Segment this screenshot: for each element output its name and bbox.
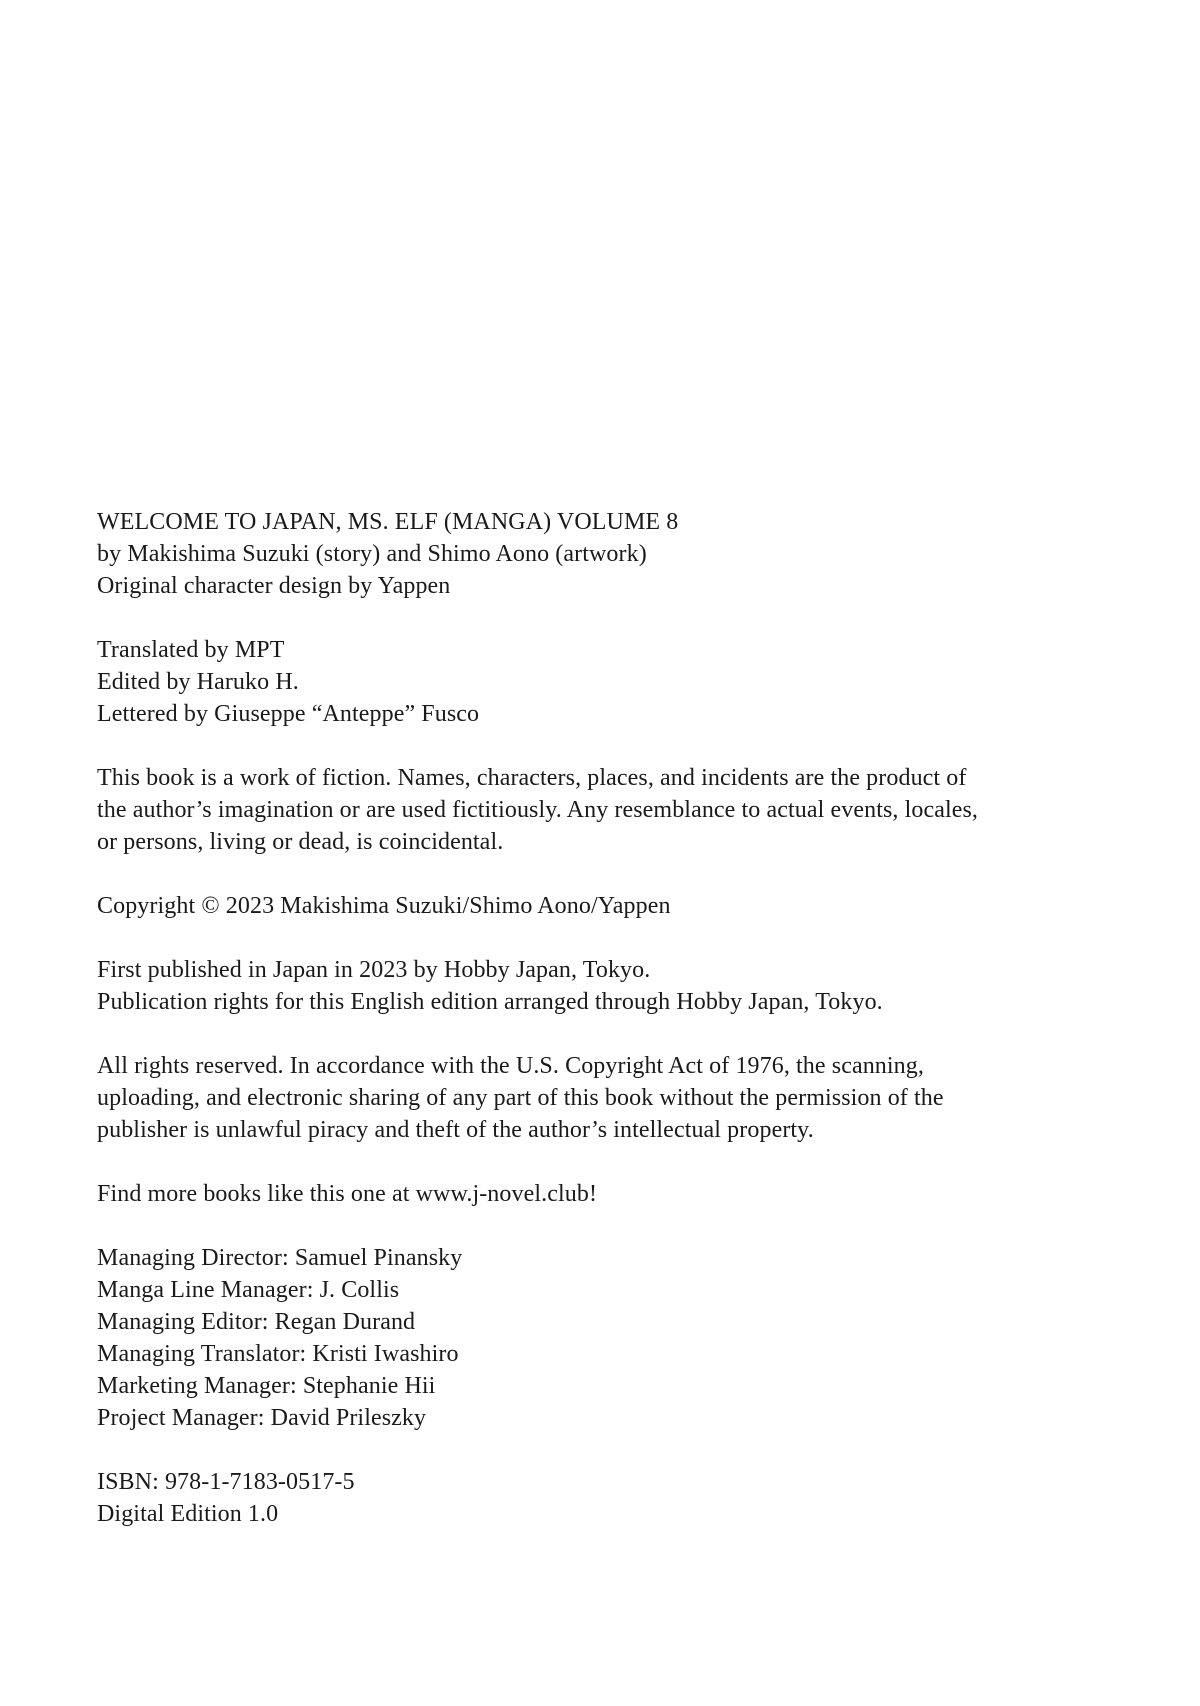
title-block [97, 506, 1110, 602]
text-line: publisher is unlawful piracy and theft of the author’s intellectual property. [97, 1117, 814, 1143]
publication-block [97, 954, 1110, 1018]
text-line: WELCOME TO JAPAN, MS. ELF (MANGA) VOLUME 8 [97, 509, 679, 535]
text-line: or persons, living or dead, is coincidental. [97, 829, 504, 855]
text-line: Manga Line Manager: J. Collis [97, 1277, 400, 1303]
text-line: uploading, and electronic sharing of any part of this book without the permission of the [97, 1085, 944, 1111]
text-line: Original character design by Yappen [97, 573, 451, 599]
staff-credits-block [97, 1242, 1110, 1434]
promo-block [97, 1178, 1110, 1210]
text-line: by Makishima Suzuki (story) and Shimo Aono (artwork) [97, 541, 647, 567]
text-line: Find more books like this one at www.j-novel.club! [97, 1181, 598, 1207]
text-line: ISBN: 978-1-7183-0517-5 [97, 1469, 355, 1495]
text-line: the author’s imagination or are used fictitiously. Any resemblance to actual events, locales, [97, 797, 979, 823]
text-line: First published in Japan in 2023 by Hobby Japan, Tokyo. [97, 957, 651, 983]
copyright-block [97, 890, 1110, 922]
text-line: Lettered by Giuseppe “Anteppe” Fusco [97, 701, 480, 727]
text-line: Copyright © 2023 Makishima Suzuki/Shimo Aono/Yappen [97, 893, 671, 919]
text-line: Managing Editor: Regan Durand [97, 1309, 416, 1335]
isbn-block [97, 1466, 1110, 1530]
text-line: Managing Director: Samuel Pinansky [97, 1245, 463, 1271]
fiction-disclaimer-block [97, 762, 1110, 858]
text-line: Marketing Manager: Stephanie Hii [97, 1373, 436, 1399]
rights-notice-block [97, 1050, 1110, 1146]
text-line: This book is a work of fiction. Names, characters, places, and incidents are the product of [97, 765, 967, 791]
localization-credits-block [97, 634, 1110, 730]
text-line: Edited by Haruko H. [97, 669, 299, 695]
text-line: Project Manager: David Prileszky [97, 1405, 427, 1431]
text-line: Publication rights for this English edition arranged through Hobby Japan, Tokyo. [97, 989, 883, 1015]
text-line: Translated by MPT [97, 637, 285, 663]
text-line: All rights reserved. In accordance with the U.S. Copyright Act of 1976, the scanning, [97, 1053, 924, 1079]
text-line: Managing Translator: Kristi Iwashiro [97, 1341, 459, 1367]
text-line: Digital Edition 1.0 [97, 1501, 279, 1527]
